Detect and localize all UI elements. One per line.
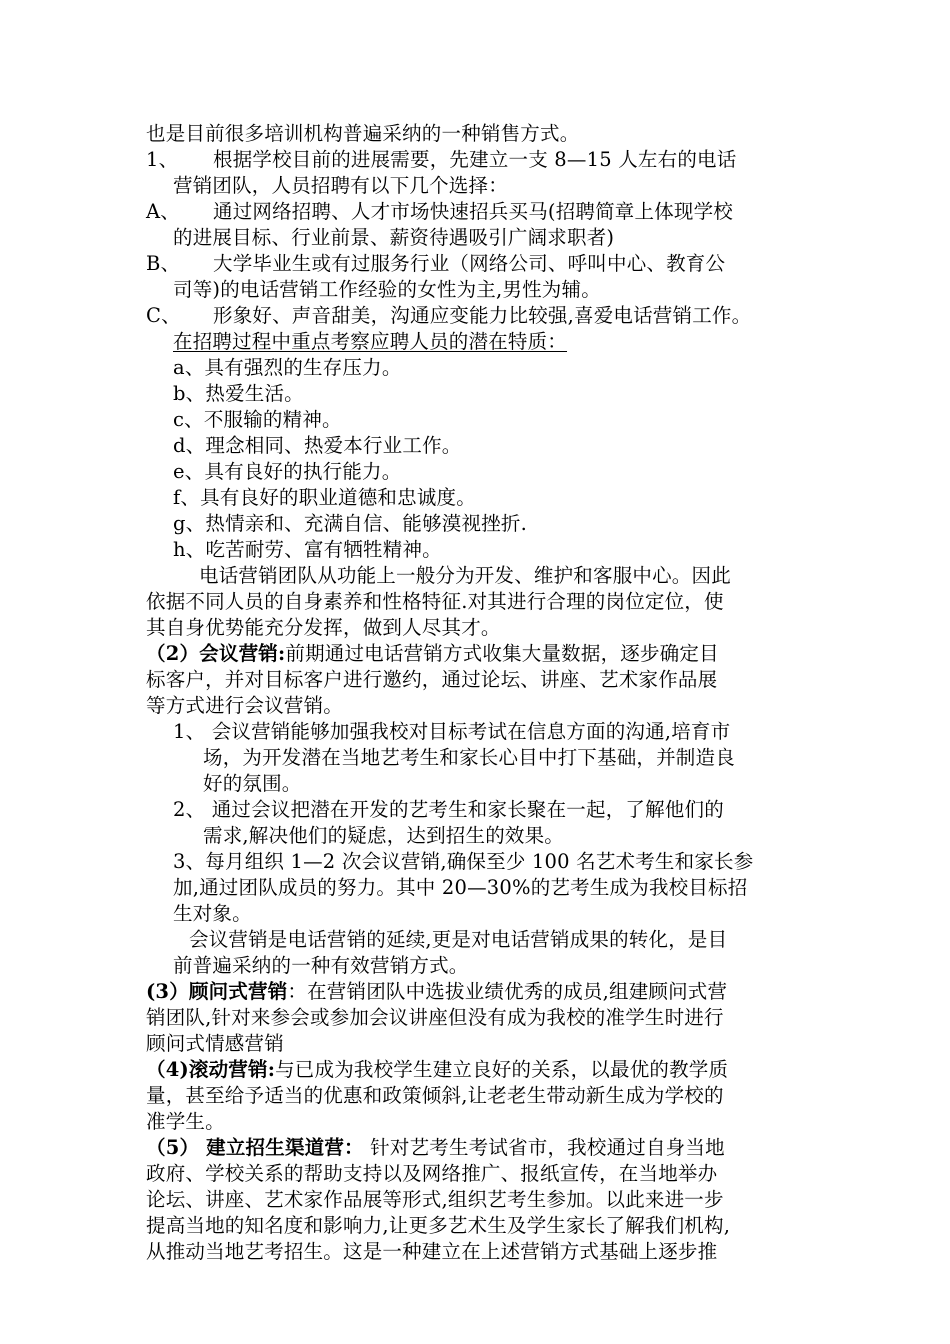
trait-item: f、具有良好的职业道德和忠诚度。 (173, 486, 476, 509)
section-1-line: 根据学校目前的进展需要，先建立一支 8—15 人左右的电话 (213, 148, 737, 171)
option-a-line: 通过网络招聘、人才市场快速招兵买马(招聘简章上体现学校 (213, 200, 734, 223)
section-5-line: 从推动当地艺考招生。这是一种建立在上述营销方式基础上逐步推 (146, 1240, 718, 1263)
trait-item: e、具有良好的执行能力。 (173, 460, 402, 483)
section-1-line: 营销团队，人员招聘有以下几个选择： (173, 174, 508, 197)
meeting-item-line: 3、每月组织 1—2 次会议营销,确保至少 100 名艺术考生和家长参 (173, 850, 754, 873)
section-5-line: 论坛、讲座、艺术家作品展等形式,组织艺考生参加。以此来进一步 (146, 1188, 724, 1211)
option-b-label: B、 (146, 252, 181, 275)
section-2-line: 标客户，并对目标客户进行邀约，通过论坛、讲座、艺术家作品展 (146, 668, 718, 691)
meeting-summary-line: 会议营销是电话营销的延续,更是对电话营销成果的转化，是目 (189, 928, 728, 951)
section-3-line: 销团队,针对来参会或参加会议讲座但没有成为我校的准学生时进行 (146, 1006, 724, 1029)
team-paragraph-line: 依据不同人员的自身素养和性格特征.对其进行合理的岗位定位，使 (146, 590, 724, 613)
meeting-item-line: 2、 通过会议把潜在开发的艺考生和家长聚在一起，了解他们的 (173, 798, 724, 821)
section-2-text: 前期通过电话营销方式收集大量数据，逐步确定目 (285, 642, 719, 665)
trait-item: h、吃苦耐劳、富有牺牲精神。 (173, 538, 442, 561)
section-3-line (146, 979, 727, 1005)
team-paragraph-line: 电话营销团队从功能上一般分为开发、维护和客服中心。因此 (199, 564, 731, 587)
traits-heading: 在招聘过程中重点考察应聘人员的潜在特质： (173, 330, 568, 353)
option-a-line: 的进展目标、行业前景、薪资待遇吸引广阔求职者) (173, 226, 615, 249)
meeting-item-line: 需求,解决他们的疑虑，达到招生的效果。 (203, 824, 564, 847)
section-2-line (146, 641, 719, 667)
section-5-heading: （5） 建立招生渠道营： (146, 1136, 364, 1159)
option-b-line: 大学毕业生或有过服务行业（网络公司、呼叫中心、教育公 (213, 252, 726, 275)
section-4-line: 量，甚至给予适当的优惠和政策倾斜,让老老生带动新生成为学校的 (146, 1084, 724, 1107)
section-5-line (146, 1135, 725, 1161)
section-4-line (146, 1057, 728, 1083)
trait-item: b、热爱生活。 (173, 382, 304, 405)
trait-item: d、理念相同、热爱本行业工作。 (173, 434, 462, 457)
meeting-item-line: 1、 会议营销能够加强我校对目标考试在信息方面的沟通,培育市 (173, 720, 731, 743)
trait-item: g、热情亲和、充满自信、能够漠视挫折. (173, 512, 527, 535)
section-3-heading: (3）顾问式营销 (146, 980, 288, 1003)
option-a-label: A、 (146, 200, 180, 223)
trait-item: c、不服输的精神。 (173, 408, 342, 431)
option-c-label: C、 (146, 304, 181, 327)
meeting-item-line: 生对象。 (173, 902, 252, 925)
section-4-line: 准学生。 (146, 1110, 225, 1133)
meeting-item-line: 场，为开发潜在当地艺考生和家长心目中打下基础，并制造良 (203, 746, 735, 769)
option-b-line: 司等)的电话营销工作经验的女性为主,男性为辅。 (173, 278, 601, 301)
section-3-text: ：在营销团队中选拔业绩优秀的成员,组建顾问式营 (287, 980, 728, 1003)
section-2-heading: （2）会议营销: (146, 642, 286, 665)
section-1-number: 1、 (146, 148, 179, 171)
team-paragraph-line: 其自身优势能充分发挥，做到人尽其才。 (146, 616, 501, 639)
section-3-line: 顾问式情感营销 (146, 1032, 284, 1055)
section-5-line: 提高当地的知名度和影响力,让更多艺术生及学生家长了解我们机构, (146, 1214, 731, 1237)
section-4-text: 与已成为我校学生建立良好的关系，以最优的教学质 (275, 1058, 729, 1081)
trait-item: a、具有强烈的生存压力。 (173, 356, 402, 379)
section-5-line: 政府、学校关系的帮助支持以及网络推广、报纸宣传，在当地举办 (146, 1162, 718, 1185)
meeting-item-line: 加,通过团队成员的努力。其中 20—30%的艺考生成为我校目标招 (173, 876, 748, 899)
section-2-line: 等方式进行会议营销。 (146, 694, 344, 717)
meeting-item-line: 好的氛围。 (203, 772, 302, 795)
paragraph-line: 也是目前很多培训机构普遍采纳的一种销售方式。 (146, 122, 580, 145)
option-c-line: 形象好、声音甜美，沟通应变能力比较强,喜爱电话营销工作。 (213, 304, 752, 327)
section-4-heading: （4)滚动营销: (146, 1058, 276, 1081)
meeting-summary-line: 前普遍采纳的一种有效营销方式。 (173, 954, 469, 977)
section-5-text: 针对艺考生考试省市，我校通过自身当地 (363, 1136, 725, 1159)
